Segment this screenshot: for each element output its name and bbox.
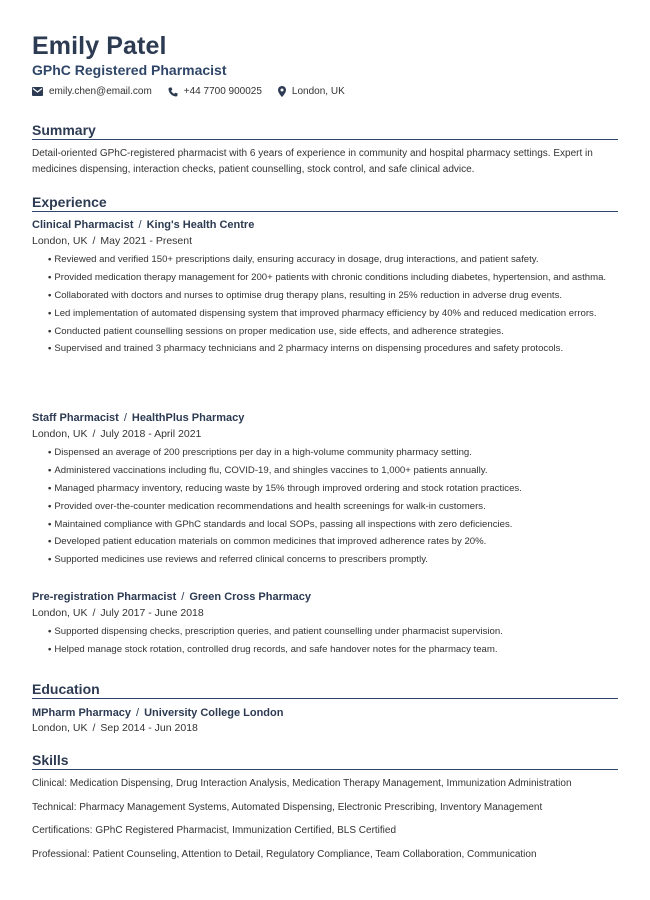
job-3-org: Green Cross Pharmacy xyxy=(189,591,312,603)
contact-email[interactable] xyxy=(32,86,152,97)
email-text: emily.chen@email.com xyxy=(49,86,152,97)
job-1-location: London, UK xyxy=(32,235,88,247)
job-1-org: King's Health Centre xyxy=(146,219,255,231)
candidate-title: GPhC Registered Pharmacist xyxy=(32,62,227,78)
education-heading: Education xyxy=(32,681,618,699)
job-3-bullets xyxy=(48,624,613,660)
list-item: • Supported dispensing checks, prescription queries, and patient counselling under pharmacist supervision. xyxy=(48,624,613,640)
list-item: • Supervised and trained 3 pharmacy technicians and 2 pharmacy interns on dispensing procedures and safety protocols. xyxy=(48,341,613,357)
job-3-location: London, UK xyxy=(32,607,88,619)
job-2-meta: London, UK / July 2018 - April 2021 xyxy=(32,428,202,440)
list-item: • Reviewed and verified 150+ prescriptions daily, ensuring accuracy in dosage, drug interactions, and patient safety. xyxy=(48,252,613,268)
list-item: • Helped manage stock rotation, controlled drug records, and safe handover notes for the pharmacy team. xyxy=(48,642,613,658)
job-2-dates: July 2018 - April 2021 xyxy=(100,428,202,440)
list-item: • Managed pharmacy inventory, reducing waste by 15% through improved ordering and stock rotation practices. xyxy=(48,481,613,497)
job-3-role: Pre-registration Pharmacist xyxy=(32,591,177,603)
mail-icon xyxy=(32,87,43,96)
phone-icon xyxy=(168,87,178,97)
list-item: • Conducted patient counselling sessions on proper medication use, side effects, and adherence strategies. xyxy=(48,324,613,340)
list-item: • Provided medication therapy management for 200+ patients with chronic conditions including diabetes, hypertension, and asthma. xyxy=(48,270,613,286)
summary-text: Detail-oriented GPhC-registered pharmacist with 6 years of experience in community and hospital pharmacy settings. Expert in medicines dispensing, interaction checks, patient counselling, stock control, and safe clinical advice. xyxy=(32,148,593,175)
list-item: • Provided over-the-counter medication recommendations and health screenings for walk-in customers. xyxy=(48,499,613,515)
contact-bar xyxy=(32,86,361,97)
contact-location xyxy=(278,86,345,97)
skills-clinical: Clinical: Medication Dispensing, Drug Interaction Analysis, Medication Therapy Management, Immunization Administration xyxy=(32,778,572,789)
contact-phone[interactable] xyxy=(168,86,262,97)
skills-certifications: Certifications: GPhC Registered Pharmacist, Immunization Certified, BLS Certified xyxy=(32,825,397,836)
list-item: • Administered vaccinations including flu, COVID-19, and shingles vaccines to 1,000+ patients annually. xyxy=(48,463,613,479)
job-2-location: London, UK xyxy=(32,428,88,440)
education-meta: London, UK / Sep 2014 - Jun 2018 xyxy=(32,722,198,734)
job-1-dates: May 2021 - Present xyxy=(100,235,193,247)
list-item: • Collaborated with doctors and nurses to optimise drug therapy plans, resulting in 25% reduction in adverse drug events. xyxy=(48,288,613,304)
job-1-bullets xyxy=(48,252,613,359)
list-item: • Supported medicines use reviews and referred clinical concerns to prescribers promptly. xyxy=(48,552,613,568)
job-2-title: Staff Pharmacist / HealthPlus Pharmacy xyxy=(32,412,245,424)
job-3-meta: London, UK / July 2017 - June 2018 xyxy=(32,607,204,619)
job-2-org: HealthPlus Pharmacy xyxy=(131,412,245,424)
location-pin-icon xyxy=(278,86,286,97)
job-2-bullets xyxy=(48,445,613,570)
education-dates: Sep 2014 - Jun 2018 xyxy=(100,722,198,734)
skills-professional: Professional: Patient Counseling, Attention to Detail, Regulatory Compliance, Team Collaboration, Communication xyxy=(32,849,537,860)
list-item: • Led implementation of automated dispensing system that improved pharmacy efficiency by 40% and reduced medication errors. xyxy=(48,306,613,322)
job-3-dates: July 2017 - June 2018 xyxy=(100,607,204,619)
education-title: MPharm Pharmacy / University College London xyxy=(32,707,284,719)
education-school: University College London xyxy=(144,707,284,719)
candidate-name: Emily Patel xyxy=(32,32,167,60)
list-item: • Developed patient education materials on common medicines that improved adherence rates by 20%. xyxy=(48,534,613,550)
job-1-meta: London, UK / May 2021 - Present xyxy=(32,235,193,247)
experience-heading: Experience xyxy=(32,194,618,212)
job-2-role: Staff Pharmacist xyxy=(32,412,119,424)
phone-text: +44 7700 900025 xyxy=(183,86,262,97)
location-text: London, UK xyxy=(291,86,345,97)
job-1-role: Clinical Pharmacist xyxy=(32,219,134,231)
education-degree: MPharm Pharmacy xyxy=(32,707,132,719)
job-1-title: Clinical Pharmacist / King's Health Centre xyxy=(32,219,255,231)
list-item: • Dispensed an average of 200 prescriptions per day in a high-volume community pharmacy setting. xyxy=(48,445,613,461)
list-item: • Maintained compliance with GPhC standards and local SOPs, passing all inspections with zero deficiencies. xyxy=(48,517,613,533)
skills-heading: Skills xyxy=(32,752,618,770)
job-3-title: Pre-registration Pharmacist / Green Cross Pharmacy xyxy=(32,591,312,603)
summary-heading: Summary xyxy=(32,122,618,140)
skills-technical: Technical: Pharmacy Management Systems, Automated Dispensing, Electronic Prescribing, Inventory Management xyxy=(32,802,543,813)
education-location: London, UK xyxy=(32,722,88,734)
